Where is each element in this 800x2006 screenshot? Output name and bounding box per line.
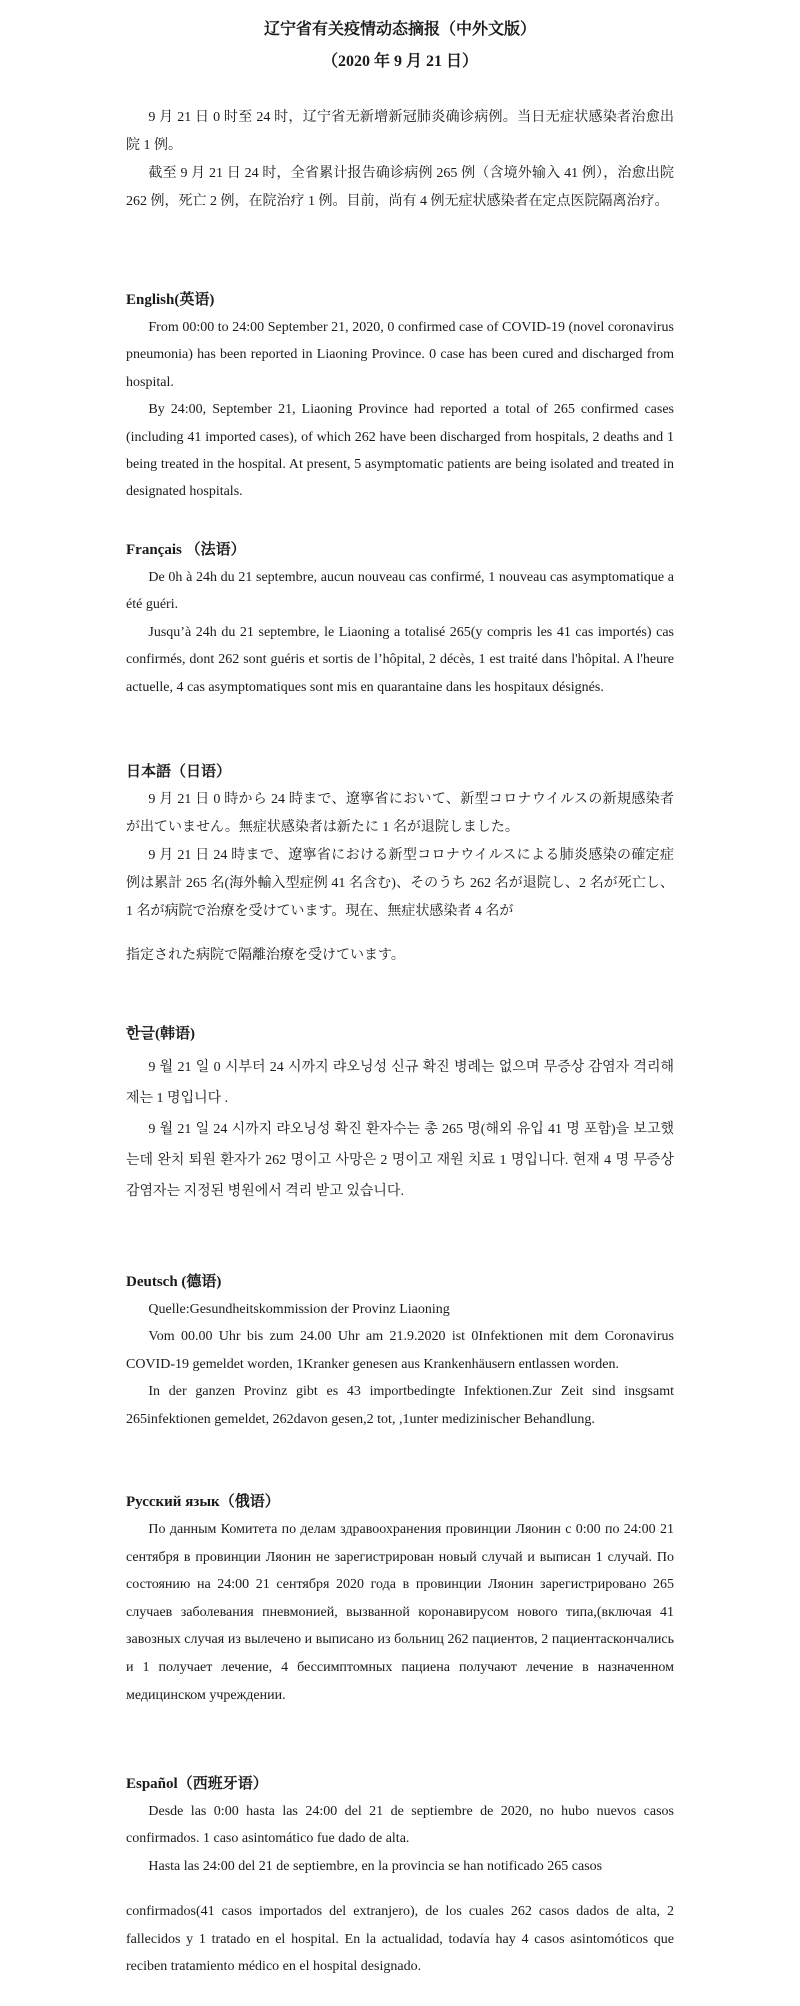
english-paragraph-1: From 00:00 to 24:00 September 21, 2020, 0 confirmed case of COVID-19 (novel coronavirus pneumonia) has been reported in Liaoning Province. 0 case has been cured and discharged from hospital. bbox=[126, 320, 674, 390]
section-french bbox=[126, 536, 674, 701]
section-spanish bbox=[126, 1770, 674, 1980]
section-korean bbox=[126, 1020, 674, 1207]
japanese-heading: 日本語（日语） bbox=[126, 764, 232, 780]
section-german bbox=[126, 1268, 674, 1433]
japanese-paragraph-2: 9 月 21 日 24 時まで、遼寧省における新型コロナウイルスによる肺炎感染の確定症例は累計 265 名(海外輸入型症例 41 名含む)、そのうち 262 名が退院し、2 名が死亡し、1 名が病院で治療を受けています。現在、無症状感染者 4 名が bbox=[126, 848, 674, 919]
english-heading: English(英语) bbox=[126, 292, 215, 308]
korean-heading: 한글(韩语) bbox=[126, 1026, 195, 1042]
korean-paragraph-2: 9 월 21 일 24 시까지 랴오닝성 확진 환자수는 총 265 명(해외 유입 41 명 포함)을 보고했는데 완치 퇴원 환자가 262 명이고 사망은 2 명이고 재원 치료 1 명입니다. 현재 4 명 무증상 감염자는 지정된 병원에서 격리 받고 있습니다. bbox=[126, 1122, 674, 1199]
chinese-paragraph-2: 截至 9 月 21 日 24 时，全省累计报告确诊病例 265 例（含境外输入 41 例），治愈出院 262 例，死亡 2 例，在院治疗 1 例。目前，尚有 4 例无症状感染者在定点医院隔离治疗。 bbox=[126, 166, 674, 209]
document-date: （2020 年 9 月 21 日） bbox=[321, 53, 478, 70]
section-japanese bbox=[126, 758, 674, 970]
chinese-paragraph-1: 9 月 21 日 0 时至 24 时，辽宁省无新增新冠肺炎确诊病例。当日无症状感染者治愈出院 1 例。 bbox=[126, 110, 674, 153]
german-heading: Deutsch (德语) bbox=[126, 1274, 222, 1290]
section-russian bbox=[126, 1488, 674, 1709]
section-english bbox=[126, 286, 674, 506]
german-paragraph-2: In der ganzen Provinz gibt es 43 importbedingte Infektionen.Zur Zeit sind insgsamt 265infektionen gemeldet, 262davon gesen,2 tot, ,1unter medizinischer Behandlung. bbox=[126, 1384, 674, 1427]
japanese-paragraph-1: 9 月 21 日 0 時から 24 時まで、遼寧省において、新型コロナウイルスの新規感染者が出ていません。無症状感染者は新たに 1 名が退院しました。 bbox=[126, 792, 674, 835]
spanish-paragraph-2: Hasta las 24:00 del 21 de septiembre, en la provincia se han notificado 265 casos bbox=[148, 1858, 603, 1874]
russian-heading: Русский язык（俄语） bbox=[126, 1494, 280, 1510]
spanish-paragraph-1: Desde las 0:00 hasta las 24:00 del 21 de septiembre de 2020, no hubo nuevos casos confirmados. 1 caso asintomático fue dado de alta. bbox=[126, 1804, 674, 1847]
french-heading: Français （法语） bbox=[126, 542, 246, 558]
korean-paragraph-1: 9 월 21 일 0 시부터 24 시까지 랴오닝성 신규 확진 병례는 없으며 무증상 감염자 격리해제는 1 명입니다 . bbox=[126, 1060, 674, 1106]
english-paragraph-2: By 24:00, September 21, Liaoning Province had reported a total of 265 confirmed cases (including 41 imported cases), of which 262 have been discharged from hospitals, 2 deaths and 1 being treated in the hospital. At present, 5 asymptomatic patients are being isolated and treated in designated hospitals. bbox=[126, 402, 674, 500]
spanish-paragraph-3: confirmados(41 casos importados del extranjero), de los cuales 262 casos dados de alta, 2 fallecidos y 1 tratado en el hospital. En la actualidad, todavía hay 4 casos asintomóticos que reciben tratamiento médico en el hospital designado. bbox=[126, 1904, 674, 1975]
french-paragraph-1: De 0h à 24h du 21 septembre, aucun nouveau cas confirmé, 1 nouveau cas asymptomatique a été guéri. bbox=[126, 570, 674, 613]
document-title: 辽宁省有关疫情动态摘报（中外文版） bbox=[263, 21, 536, 38]
french-paragraph-2: Jusqu’à 24h du 21 septembre, le Liaoning a totalisé 265(y compris les 41 cas importés) cas confirmés, dont 262 sont guéris et sortis de l’hôpital, 2 décès, 1 est traité dans l'hôpital. A l'heure actuelle, 4 cas asymptomatiques sont mis en quarantaine dans les hospitaux désignés. bbox=[126, 624, 674, 695]
russian-paragraph-1: По данным Комитета по делам здравоохранения провинции Ляонин с 0:00 по 24:00 21 сентября в провинции Ляонин не зарегистрирован новый случай и выписан 1 случай. По состоянию на 24:00 21 сентября 2020 года в провинции Ляонин зарегистрировано 265 случаев заболевания пневмонией, вызванной коронавирусом нового типа,(включая 41 завозных случая из вылечено и выписано из больниц 262 пациентов, 2 пациентаскончались и 1 получает лечение, 4 бессимптомных пациена получают лечение в назначенном медицинском учреждении. bbox=[126, 1522, 674, 1703]
japanese-paragraph-3: 指定された病院で隔離治療を受けています。 bbox=[126, 948, 405, 963]
german-paragraph-1: Vom 00.00 Uhr bis zum 24.00 Uhr am 21.9.2020 ist 0Infektionen mit dem Coronavirus COVID-19 gemeldet worden, 1Kranker genesen aus Krankenhäusern entlassen worden. bbox=[126, 1329, 674, 1372]
spanish-heading: Español（西班牙语） bbox=[126, 1776, 268, 1792]
german-source-line: Quelle:Gesundheitskommission der Provinz Liaoning bbox=[148, 1302, 450, 1317]
section-chinese bbox=[126, 104, 674, 216]
